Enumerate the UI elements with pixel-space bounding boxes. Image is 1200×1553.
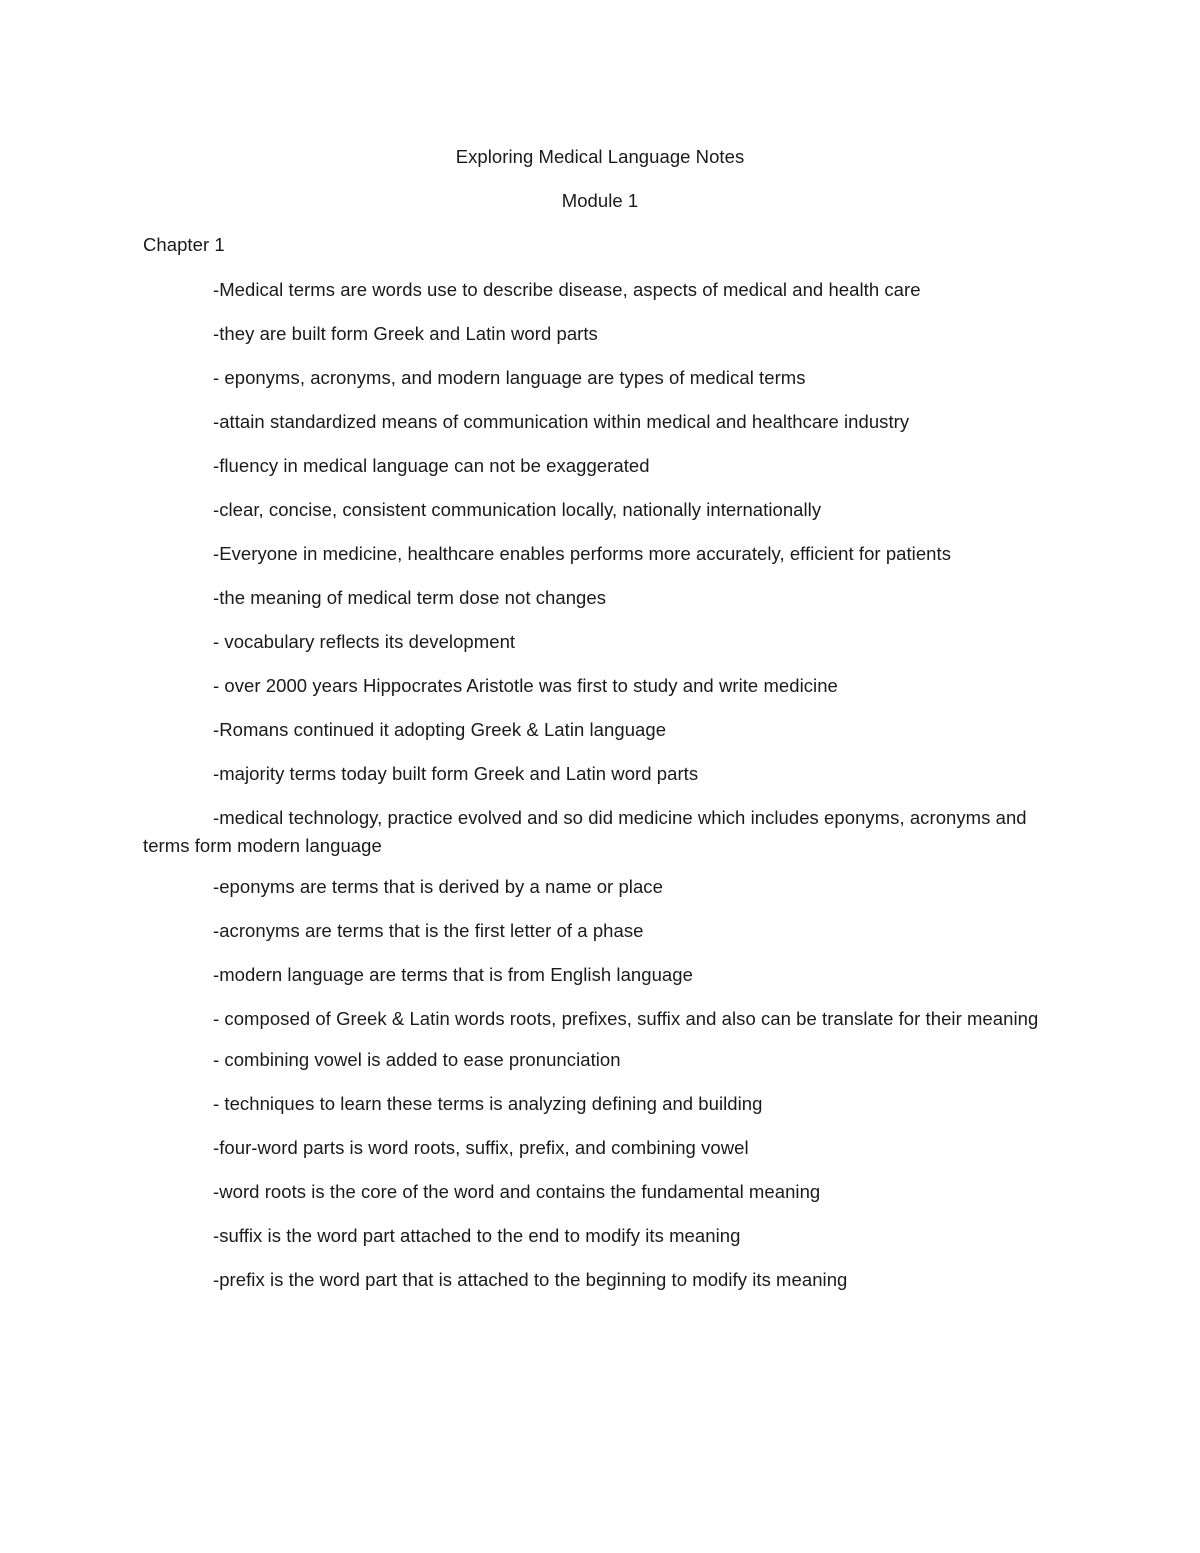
note-item: -Romans continued it adopting Greek & Latin language [213, 719, 667, 740]
note-item: -eponyms are terms that is derived by a name or place [213, 876, 663, 897]
note-item: -they are built form Greek and Latin word parts [213, 323, 598, 344]
note-item: -acronyms are terms that is the first letter of a phase [213, 920, 644, 941]
note-item: -clear, concise, consistent communication locally, nationally internationally [213, 499, 822, 520]
document-title: Exploring Medical Language Notes [455, 146, 745, 167]
note-item: -suffix is the word part attached to the end to modify its meaning [213, 1225, 741, 1246]
note-item: -word roots is the core of the word and contains the fundamental meaning [213, 1181, 821, 1202]
notes-list [143, 279, 1043, 1313]
note-item: -prefix is the word part that is attached to the beginning to modify its meaning [213, 1269, 848, 1290]
note-item: -fluency in medical language can not be exaggerated [213, 455, 650, 476]
note-item: - eponyms, acronyms, and modern language are types of medical terms [213, 367, 806, 388]
note-item: -the meaning of medical term dose not changes [213, 587, 607, 608]
chapter-heading: Chapter 1 [143, 234, 225, 255]
note-item: - composed of Greek & Latin words roots, prefixes, suffix and also can be translate for their meaning [213, 1008, 1039, 1029]
note-item: -majority terms today built form Greek and Latin word parts [213, 763, 699, 784]
note-item: - over 2000 years Hippocrates Aristotle was first to study and write medicine [213, 675, 838, 696]
note-item: -medical technology, practice evolved and so did medicine which includes eponyms, acronyms and terms form modern language [143, 807, 1032, 856]
note-item: -Medical terms are words use to describe disease, aspects of medical and health care [213, 279, 921, 300]
note-item: - techniques to learn these terms is analyzing defining and building [213, 1093, 763, 1114]
note-item: -attain standardized means of communication within medical and healthcare industry [213, 411, 910, 432]
note-item: -four-word parts is word roots, suffix, prefix, and combining vowel [213, 1137, 749, 1158]
note-item: - combining vowel is added to ease pronunciation [213, 1049, 621, 1070]
note-item: - vocabulary reflects its development [213, 631, 516, 652]
document-subtitle: Module 1 [561, 190, 639, 211]
note-item: -modern language are terms that is from English language [213, 964, 693, 985]
note-item: -Everyone in medicine, healthcare enables performs more accurately, efficient for patients [213, 543, 952, 564]
